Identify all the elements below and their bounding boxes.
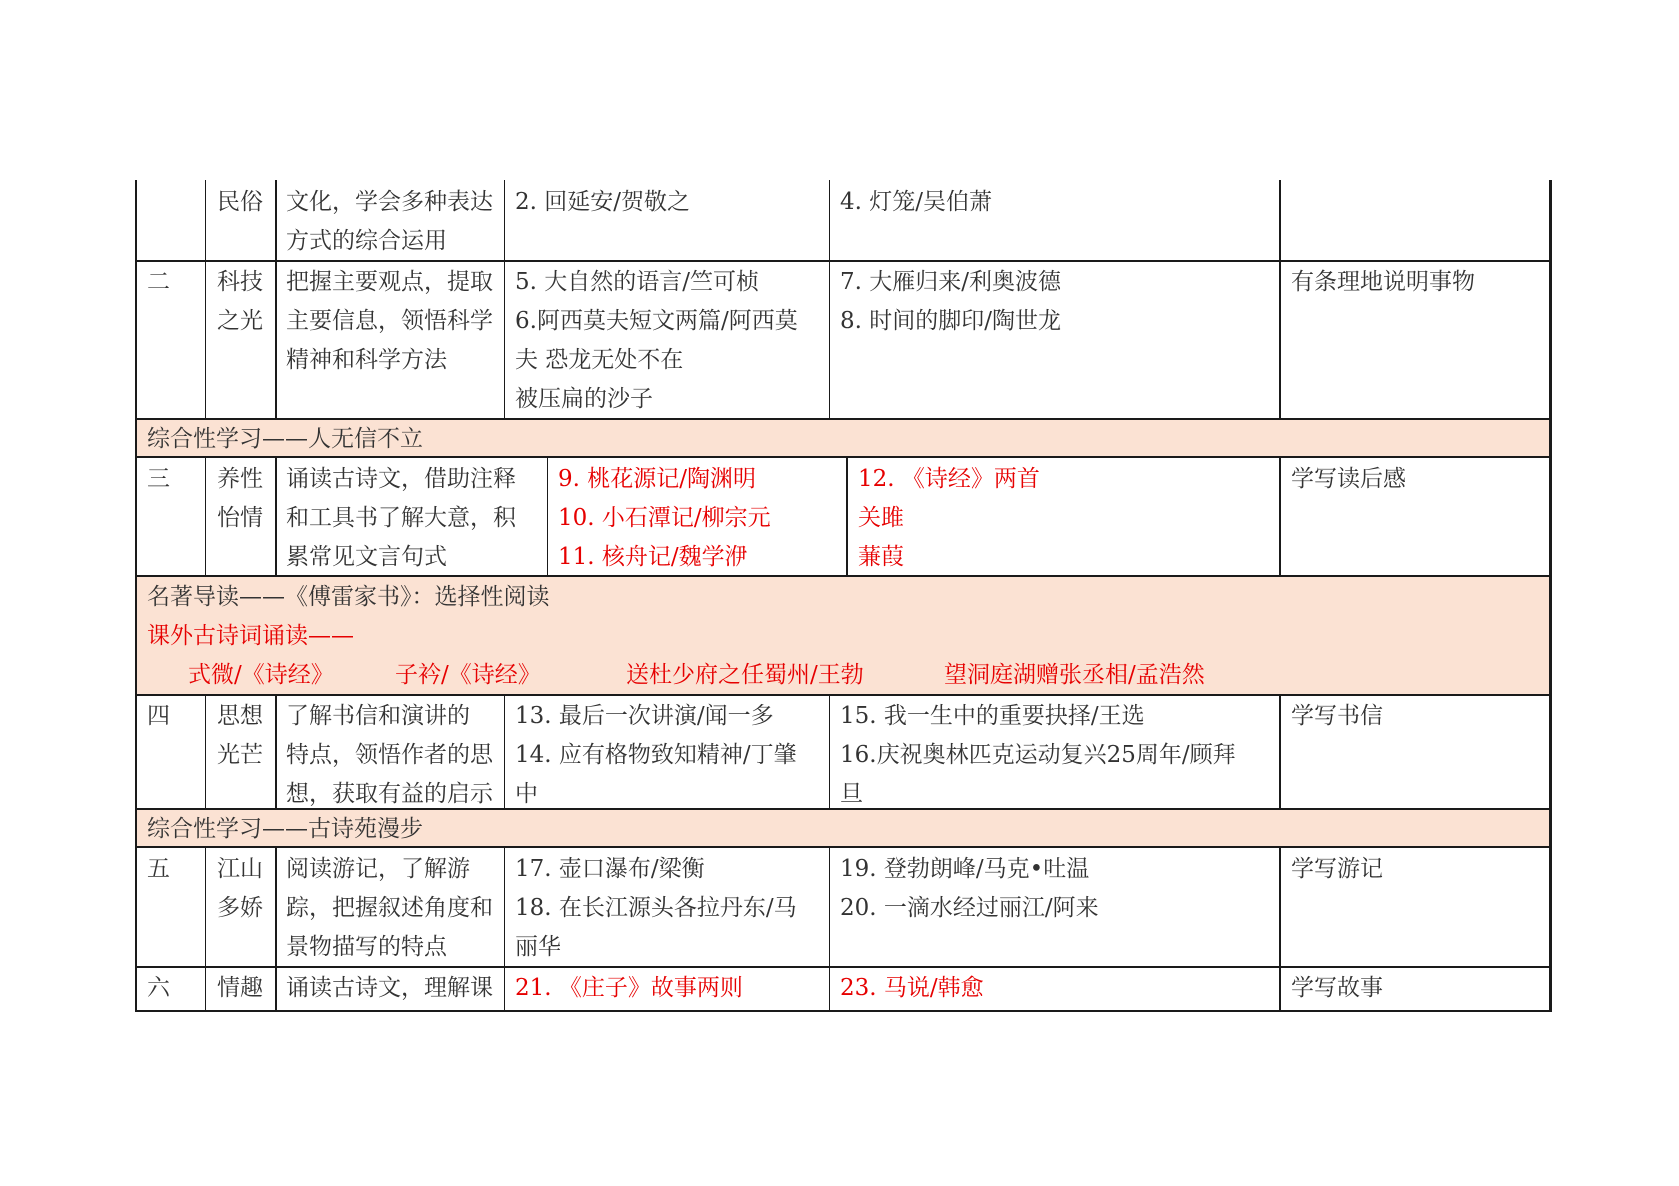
col-divider: [205, 695, 206, 810]
row6-writing: 学写故事: [1291, 975, 1383, 1001]
row4-unit: 四: [147, 703, 170, 729]
row6-lessons-a: 21. 《庄子》故事两则: [515, 975, 743, 1001]
row3-writing: 学写读后感: [1291, 466, 1406, 492]
row2-lessons-a: 5. 大自然的语言/竺可桢 6.阿西莫夫短文两篇/阿西莫 夫 恐龙无处不在 被压扁的沙子: [515, 269, 798, 412]
col-divider: [829, 695, 830, 810]
band2-poem-3: 送杜少府之任蜀州/王勃: [626, 662, 864, 688]
col-divider: [275, 847, 277, 1012]
row4-lessons-a: 13. 最后一次讲演/闻一多 14. 应有格物致知精神/丁肇 中: [515, 703, 797, 807]
row3-theme: 养性 怡情: [217, 466, 263, 531]
row5-theme: 江山 多娇: [217, 856, 263, 921]
row2-goal: 把握主要观点，提取 主要信息，领悟科学 精神和科学方法: [286, 269, 493, 373]
row3-lessons-a: 9. 桃花源记/陶渊明 10. 小石潭记/柳宗元 11. 核舟记/魏学洢: [558, 466, 771, 570]
band2-poem-4: 望洞庭湖赠张丞相/孟浩然: [944, 662, 1205, 688]
row3-goal: 诵读古诗文，借助注释 和工具书了解大意，积 累常见文言句式: [286, 466, 516, 570]
row2-writing: 有条理地说明事物: [1291, 269, 1475, 295]
row6-lessons-b: 23. 马说/韩愈: [840, 975, 984, 1001]
band2-line1: 名著导读——《傅雷家书》：选择性阅读: [147, 584, 550, 610]
col-divider: [504, 695, 505, 810]
band3-text: 综合性学习——古诗苑漫步: [147, 816, 423, 842]
col-divider: [205, 457, 206, 576]
row5-unit: 五: [147, 856, 170, 882]
col-divider: [275, 180, 277, 420]
row5-goal: 阅读游记，了解游 踪，把握叙述角度和 景物描写的特点: [286, 856, 493, 960]
row3-unit: 三: [147, 466, 170, 492]
col-divider: [1279, 847, 1281, 1012]
col-divider: [829, 847, 830, 1012]
row2-lessons-b: 7. 大雁归来/利奥波德 8. 时间的脚印/陶世龙: [840, 269, 1062, 334]
row6-goal: 诵读古诗文，理解课: [286, 975, 493, 1001]
col-divider: [1279, 457, 1281, 576]
row5-writing: 学写游记: [1291, 856, 1383, 882]
band2-poem-1: 式微/《诗经》: [188, 662, 334, 688]
band1-text: 综合性学习——人无信不立: [147, 426, 423, 452]
table-border-bottom: [135, 1010, 1551, 1012]
col-divider: [846, 457, 848, 576]
col-divider: [829, 180, 830, 420]
row3-lessons-b: 12. 《诗经》两首 关雎 蒹葭: [858, 466, 1040, 570]
row1-lessons-a: 2. 回延安/贺敬之: [515, 189, 691, 215]
table-border-right: [1549, 180, 1552, 1012]
col-divider: [504, 180, 505, 420]
col-divider: [275, 695, 277, 810]
col-divider: [275, 457, 277, 576]
row4-goal: 了解书信和演讲的 特点，领悟作者的思 想，获取有益的启示: [286, 703, 493, 807]
row5-lessons-b: 19. 登勃朗峰/马克•吐温 20. 一滴水经过丽江/阿来: [840, 856, 1099, 921]
row6-theme: 情趣: [217, 975, 263, 1001]
row4-theme: 思想 光芒: [217, 703, 263, 768]
col-divider: [547, 457, 548, 576]
row1-goal: 文化，学会多种表达 方式的综合运用: [286, 189, 493, 254]
band2-poem-2: 子衿/《诗经》: [395, 662, 541, 688]
col-divider: [205, 180, 206, 420]
row1-lessons-b: 4. 灯笼/吴伯萧: [840, 189, 993, 215]
row1-theme: 民俗: [217, 189, 263, 215]
row2-unit: 二: [147, 269, 170, 295]
col-divider: [1279, 180, 1281, 420]
row5-lessons-a: 17. 壶口瀑布/梁衡 18. 在长江源头各拉丹东/马 丽华: [515, 856, 797, 960]
row4-lessons-b: 15. 我一生中的重要抉择/王选 16.庆祝奥林匹克运动复兴25周年/顾拜 旦: [840, 703, 1236, 807]
row6-unit: 六: [147, 975, 170, 1001]
col-divider: [205, 847, 206, 1012]
col-divider: [504, 847, 505, 1012]
band2-line2: 课外古诗词诵读——: [147, 623, 354, 649]
col-divider: [1279, 695, 1281, 810]
table-border-left: [135, 180, 137, 1012]
row2-theme: 科技 之光: [217, 269, 263, 334]
row4-writing: 学写书信: [1291, 703, 1383, 729]
